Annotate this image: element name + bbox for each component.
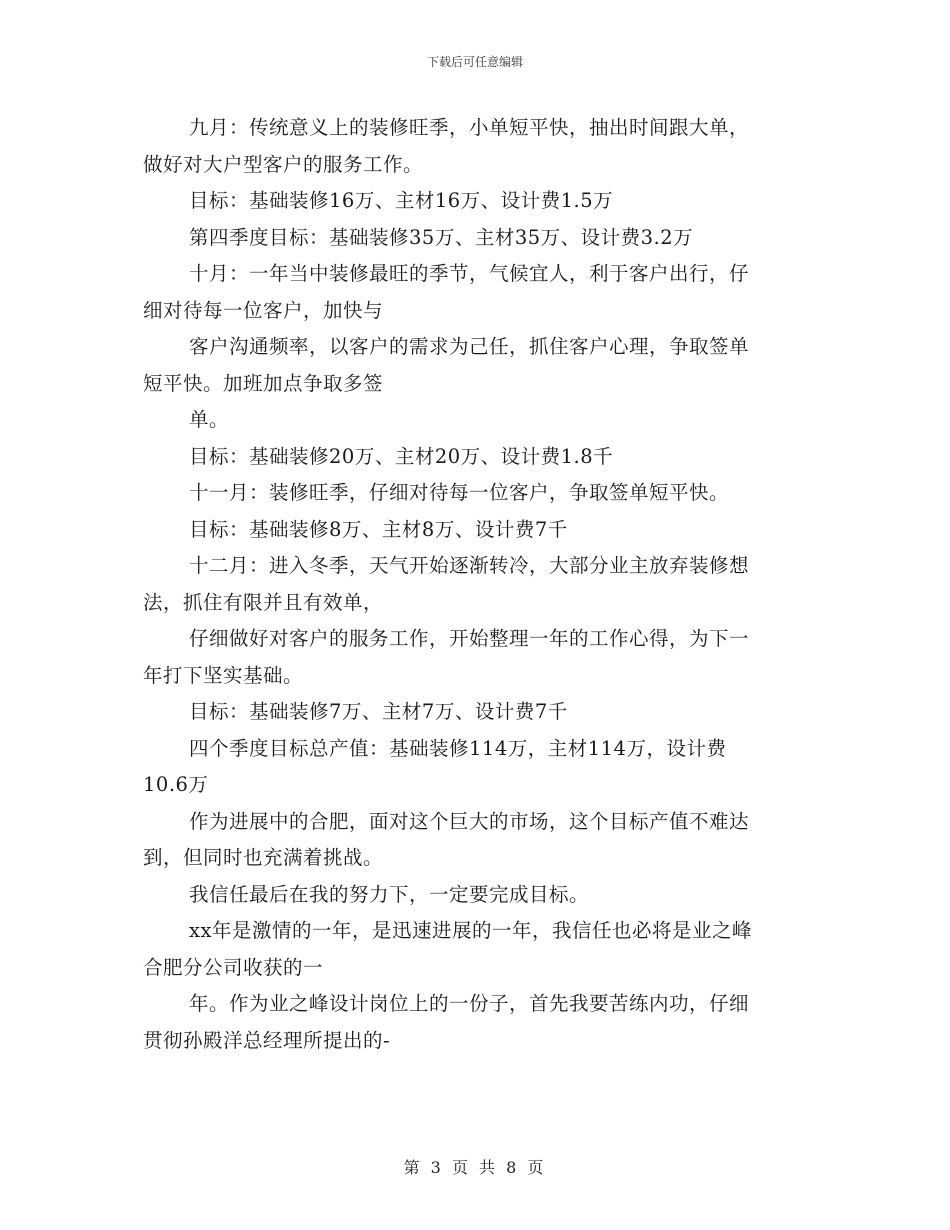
text-line: 到，但同时也充满着挑战。: [143, 846, 384, 869]
text-line: 10.6万: [143, 773, 209, 796]
text-line: 贯彻孙殿洋总经理所提出的-: [143, 1028, 391, 1052]
text-line: 法，抓住有限并且有效单，: [143, 590, 384, 614]
page-header: 下载后可任意编辑: [426, 55, 523, 69]
text-line: 目标：基础装修20万、主材20万、设计费1.8千: [189, 444, 614, 468]
text-line: 目标：基础装修8万、主材8万、设计费7千: [189, 517, 568, 541]
text-line: 年打下坚实基础。: [143, 663, 304, 687]
text-line: 九月：传统意义上的装修旺季，小单短平快，抽出时间跟大单，: [189, 116, 750, 139]
text-line: 四个季度目标总产值：基础装修114万，主材114万，设计费: [189, 736, 727, 760]
text-line: 作为进展中的合肥，面对这个巨大的市场，这个目标产值不难达: [189, 809, 750, 833]
text-line: 细对待每一位客户，加快与: [143, 298, 384, 322]
text-line: 客户沟通频率，以客户的需求为己任，抓住客户心理，争取签单: [189, 335, 750, 358]
page-footer: 第 3 页 共 8 页: [403, 1158, 547, 1177]
text-line: 年。作为业之峰设计岗位上的一份子，首先我要苦练内功，仔细: [189, 992, 750, 1015]
text-line: 目标：基础装修7万、主材7万、设计费7千: [189, 700, 568, 723]
text-line: 单。: [189, 408, 230, 431]
text-line: 合肥分公司收获的一: [143, 955, 324, 979]
document-body: [143, 110, 803, 1059]
text-line: xx年是激情的一年，是迅速进展的一年，我信任也必将是业之峰: [189, 919, 752, 942]
text-line: 短平快。加班加点争取多签: [143, 371, 384, 395]
text-line: 做好对大户型客户的服务工作。: [143, 152, 424, 176]
text-line: 目标：基础装修16万、主材16万、设计费1.5万: [189, 189, 614, 212]
text-line: 仔细做好对客户的服务工作，开始整理一年的工作心得，为下一: [189, 627, 750, 650]
text-line: 十一月：装修旺季，仔细对待每一位客户，争取签单短平快。: [189, 481, 730, 504]
text-line: 十二月：进入冬季，天气开始逐渐转冷，大部分业主放弃装修想: [189, 554, 750, 577]
text-line: 十月：一年当中装修最旺的季节，气候宜人，利于客户出行，仔: [189, 262, 750, 285]
text-line: 我信任最后在我的努力下，一定要完成目标。: [189, 882, 590, 906]
text-line: 第四季度目标：基础装修35万、主材35万、设计费3.2万: [189, 225, 694, 249]
